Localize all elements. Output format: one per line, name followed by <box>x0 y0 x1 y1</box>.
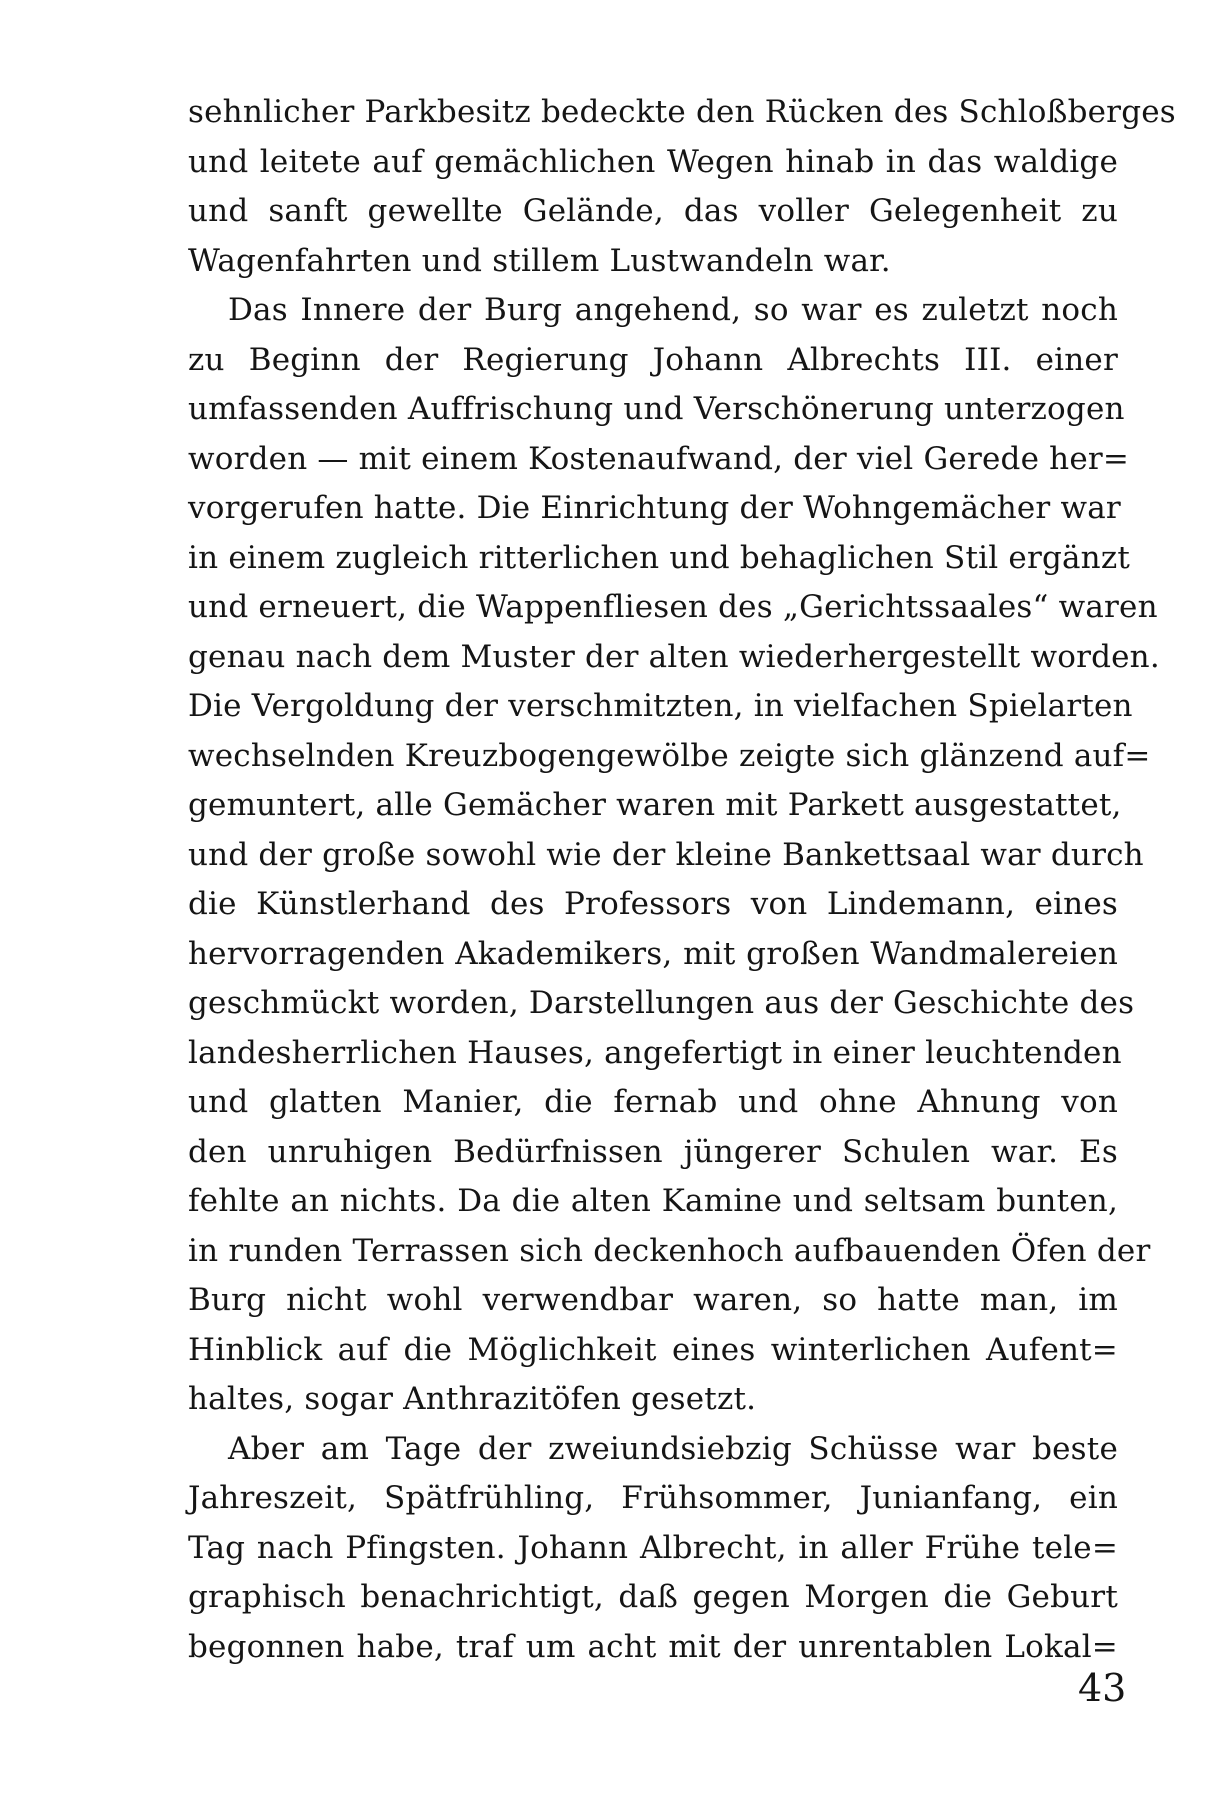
paragraph <box>188 1425 1118 1673</box>
text-line: zu Beginn der Regierung Johann Albrechts III. einer <box>188 341 1118 378</box>
text-line: haltes, sogar Anthrazitöfen gesetzt. <box>188 1381 757 1417</box>
text-line: Jahreszeit, Spätfrühling, Frühsommer, Junianfang, ein <box>188 1480 1118 1516</box>
text-line: die Künstlerhand des Professors von Lindemann, eines <box>188 886 1118 922</box>
page-number: 43 <box>1078 1666 1127 1710</box>
text-line: den unruhigen Bedürfnissen jüngerer Schulen war. Es <box>188 1133 1118 1170</box>
text-line: Burg nicht wohl verwendbar waren, so hatte man, im <box>188 1282 1118 1318</box>
text-line: fehlte an nichts. Da die alten Kamine und seltsam bunten, <box>188 1183 1118 1219</box>
text-line: Die Vergoldung der verschmitzten, in vielfachen Spielarten <box>188 688 1133 724</box>
text-line: in einem zugleich ritterlichen und behaglichen Stil ergänzt <box>188 539 1131 576</box>
paragraph <box>188 286 1160 1425</box>
text-line: worden — mit einem Kostenaufwand, der viel Gerede her= <box>188 440 1130 477</box>
text-line: und sanft gewellte Gelände, das voller Gelegenheit zu <box>188 193 1118 229</box>
text-line: graphisch benachrichtigt, daß gegen Morgen die Geburt <box>188 1579 1118 1615</box>
text-line: Aber am Tage der zweiundsiebzig Schüsse war beste <box>228 1430 1118 1467</box>
text-line: hervorragenden Akademikers, mit großen Wandmalereien <box>188 935 1118 972</box>
text-line: Das Innere der Burg angehend, so war es zuletzt noch <box>228 292 1118 328</box>
text-line: geschmückt worden, Darstellungen aus der Geschichte des <box>188 985 1135 1021</box>
text-line: wechselnden Kreuzbogengewölbe zeigte sich glänzend auf= <box>188 737 1151 774</box>
text-line: Tag nach Pfingsten. Johann Albrecht, in aller Frühe tele= <box>188 1529 1118 1566</box>
text-line: und der große sowohl wie der kleine Bankettsaal war durch <box>188 836 1144 873</box>
text-line: umfassenden Auffrischung und Verschönerung unterzogen <box>188 391 1125 427</box>
text-line: sehnlicher Parkbesitz bedeckte den Rücken des Schloßberges <box>188 94 1176 130</box>
text-line: und glatten Manier, die fernab und ohne Ahnung von <box>188 1084 1118 1120</box>
text-line: Wagenfahrten und stillem Lustwandeln war. <box>188 242 891 279</box>
text-line: landesherrlichen Hauses, angefertigt in einer leuchtenden <box>188 1034 1122 1071</box>
text-line: Hinblick auf die Möglichkeit eines winterlichen Aufent= <box>188 1331 1118 1368</box>
text-line: begonnen habe, traf um acht mit der unrentablen Lokal= <box>188 1628 1118 1665</box>
text-line: vorgerufen hatte. Die Einrichtung der Wohngemächer war <box>188 490 1121 526</box>
text-line: und erneuert, die Wappenfliesen des „Gerichtssaales“ waren <box>188 589 1158 625</box>
body-text <box>188 88 1176 1672</box>
text-line: genau nach dem Muster der alten wiederhergestellt worden. <box>188 638 1160 675</box>
text-line: in runden Terrassen sich deckenhoch aufbauenden Öfen der <box>188 1232 1151 1269</box>
text-line: und leitete auf gemächlichen Wegen hinab in das waldige <box>188 143 1118 180</box>
paragraph <box>188 88 1176 286</box>
text-line: gemuntert, alle Gemächer waren mit Parkett ausgestattet, <box>188 787 1122 823</box>
